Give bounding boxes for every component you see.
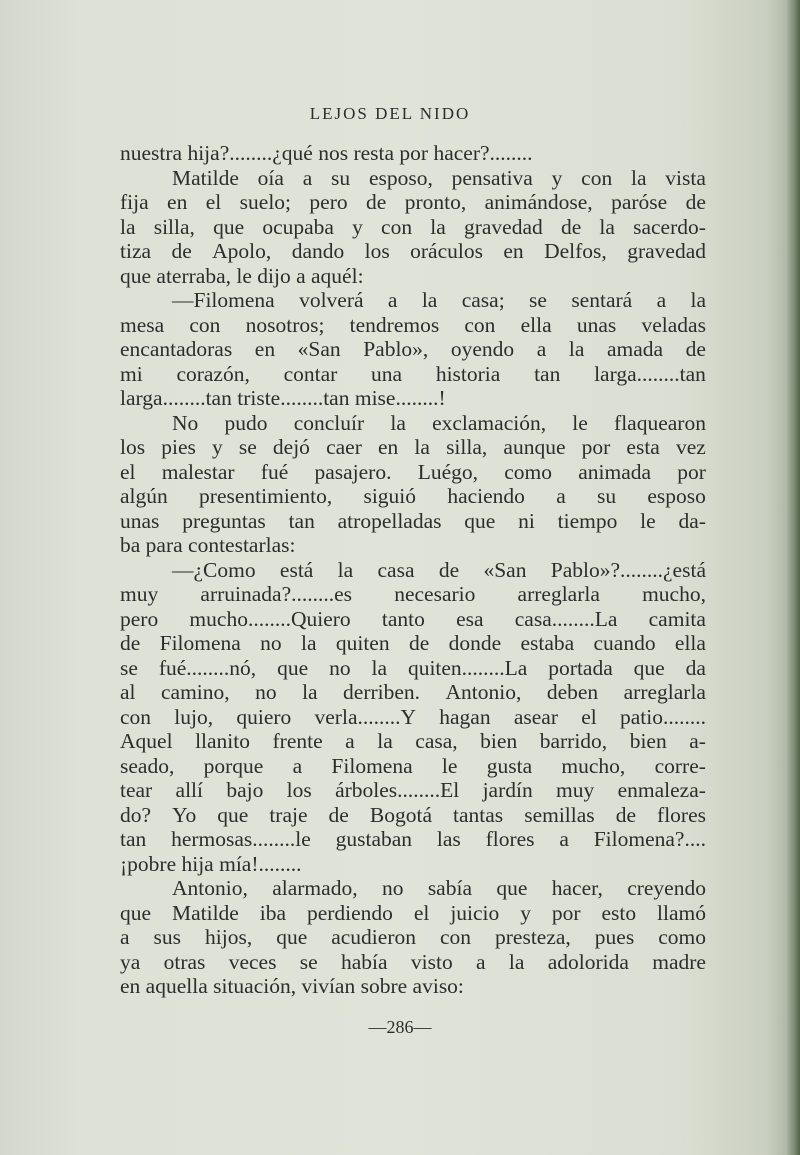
- text-line: la silla, que ocupaba y con la gravedad de la sacerdo-: [120, 214, 706, 239]
- text-line: —Filomena volverá a la casa; se sentará a la: [172, 288, 706, 312]
- text-line: a sus hijos, que acudieron con presteza, pues como: [120, 925, 706, 949]
- text-line: tear allí bajo los árboles........El jardín muy enmaleza-: [120, 778, 706, 802]
- text-line: mi corazón, contar una historia tan larga........tan: [120, 361, 706, 386]
- text-line: encantadoras en «San Pablo», oyendo a la amada de: [120, 337, 706, 361]
- running-head: LEJOS DEL NIDO: [309, 104, 471, 123]
- text-line: do? Yo que traje de Bogotá tantas semillas de flores: [120, 802, 706, 827]
- text-line: al camino, no la derriben. Antonio, deben arreglarla: [120, 680, 706, 704]
- text-line: ¡pobre hija mía!........: [120, 851, 302, 876]
- text-line: seado, porque a Filomena le gusta mucho, corre-: [120, 753, 706, 778]
- text-line: que aterraba, le dijo a aquél:: [120, 263, 364, 288]
- text-line: en aquella situación, vivían sobre aviso:: [120, 974, 464, 998]
- text-line: No pudo concluír la exclamación, le flaquearon: [172, 410, 706, 435]
- text-line: tiza de Apolo, dando los oráculos en Delfos, gravedad: [120, 239, 706, 263]
- text-line: se fué........nó, que no la quiten........La portada que da: [120, 655, 706, 680]
- text-line: algún presentimiento, siguió haciendo a su esposo: [120, 484, 706, 508]
- text-line: tan hermosas........le gustaban las flores a Filomena?....: [120, 827, 706, 851]
- text-line: los pies y se dejó caer en la silla, aunque por esta vez: [120, 435, 706, 459]
- text-line: con lujo, quiero verla........Y hagan asear el patio........: [120, 704, 706, 729]
- text-line: unas preguntas tan atropelladas que ni tiempo le da-: [120, 508, 706, 533]
- body-text: [120, 141, 706, 999]
- text-line: nuestra hija?........¿qué nos resta por hacer?........: [120, 141, 533, 165]
- text-line: —¿Como está la casa de «San Pablo»?........¿está: [172, 557, 706, 582]
- text-line: ya otras veces se había visto a la adolorida madre: [120, 949, 706, 974]
- page-number: —286—: [368, 1017, 432, 1037]
- text-line: fija en el suelo; pero de pronto, animándose, paróse de: [120, 190, 706, 214]
- text-line: muy arruinada?........es necesario arreglarla mucho,: [120, 582, 706, 606]
- text-line: que Matilde iba perdiendo el juicio y por esto llamó: [120, 900, 706, 925]
- text-line: ba para contestarlas:: [120, 533, 296, 557]
- text-line: Aquel llanito frente a la casa, bien barrido, bien a-: [120, 729, 706, 753]
- text-line: pero mucho........Quiero tanto esa casa........La camita: [120, 606, 706, 631]
- text-line: mesa con nosotros; tendremos con ella unas veladas: [120, 312, 706, 337]
- text-line: larga........tan triste........tan mise........!: [120, 386, 446, 410]
- text-line: el malestar fué pasajero. Luégo, como animada por: [120, 459, 706, 484]
- text-line: Matilde oía a su esposo, pensativa y con la vista: [172, 165, 706, 190]
- page-edge-shadow: [786, 0, 800, 1155]
- text-line: de Filomena no la quiten de donde estaba cuando ella: [120, 631, 706, 655]
- text-line: Antonio, alarmado, no sabía que hacer, creyendo: [172, 876, 706, 900]
